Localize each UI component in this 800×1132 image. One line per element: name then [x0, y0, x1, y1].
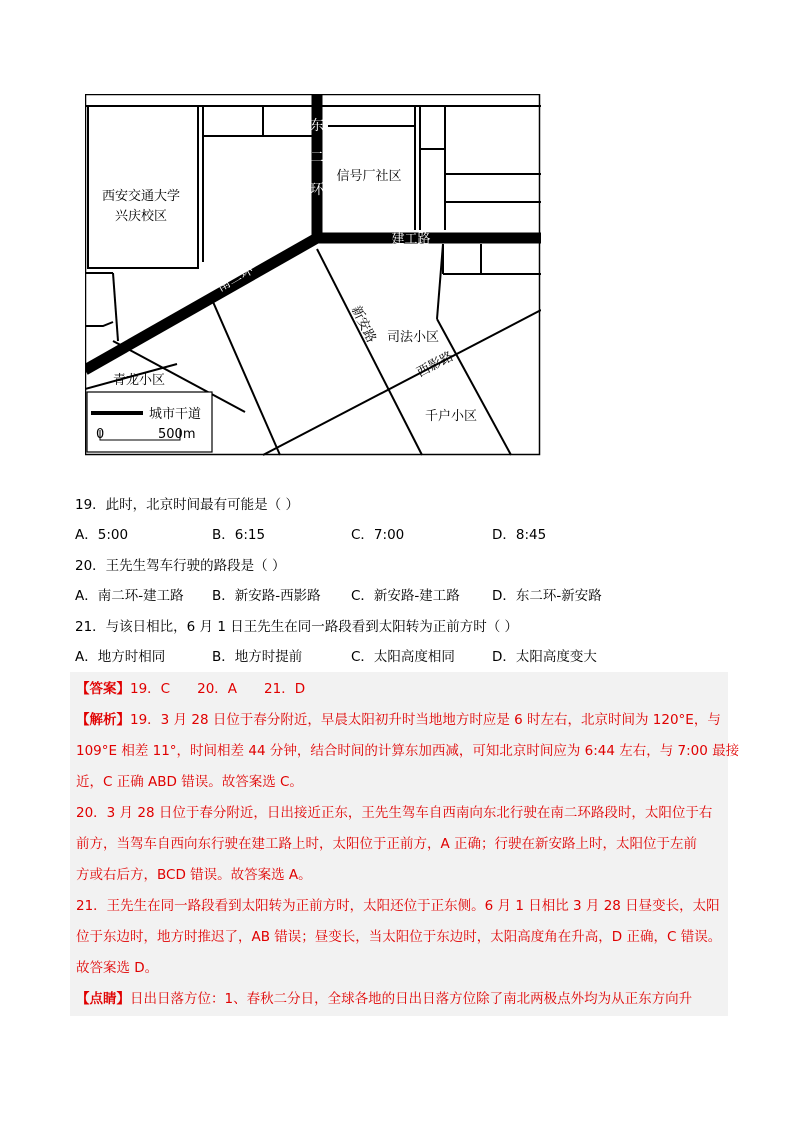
answer-line — [76, 677, 305, 697]
scale-zero: 0 — [96, 427, 105, 442]
answer-analysis-block — [70, 672, 740, 1016]
analysis-line-9: 故答案选 D。 — [76, 960, 159, 976]
q20-option-b: B．新安路-西影路 — [212, 588, 321, 604]
comment-tag: 【点睛】 — [76, 991, 130, 1007]
jiangong-road-label: 建工路 — [391, 232, 431, 247]
q21-option-d: D．太阳高度变大 — [492, 649, 597, 665]
question-20: 20．王先生驾车行驶的路段是（ ） — [75, 558, 286, 574]
analysis-line-1 — [76, 708, 721, 728]
analysis-line-4: 20．3 月 28 日位于春分附近，日出接近正东，王先生驾车自西南向东北行驶在南二环路段时，太阳位于右 — [76, 805, 713, 821]
q20-option-a: A．南二环-建工路 — [75, 588, 184, 604]
legend-box — [87, 392, 212, 452]
sifa-label: 司法小区 — [386, 330, 440, 345]
nan-er-huan-label: 南二环 — [214, 262, 256, 296]
analysis-line-3: 近，C 正确 ABD 错误。故答案选 C。 — [76, 774, 303, 790]
analysis-line-5: 前方，当驾车自西向东行驶在建工路上时，太阳位于正前方，A 正确；行驶在新安路上时，太阳位于左前 — [76, 836, 698, 852]
qinglong-label: 青龙小区 — [112, 373, 166, 388]
street-map-svg — [85, 94, 541, 456]
q21-option-c: C．太阳高度相同 — [351, 649, 455, 665]
dong-er-huan-char-3: 环 — [310, 182, 324, 198]
q20-option-c: C．新安路-建工路 — [351, 588, 460, 604]
xinan-road-label: 新安路 — [347, 303, 379, 346]
answer-tag: 【答案】 — [76, 681, 130, 697]
xjtu-label-line1: 西安交通大学 — [101, 189, 181, 204]
analysis-tag: 【解析】 — [76, 712, 130, 728]
question-20-options — [75, 584, 715, 604]
xiying-road-label: 西影路 — [414, 349, 457, 381]
question-21: 21．与该日相比，6 月 1 日王先生在同一路段看到太阳转为正前方时（ ） — [75, 619, 519, 635]
q21-option-a: A．地方时相同 — [75, 649, 166, 665]
legend-road-label: 城市干道 — [149, 407, 202, 422]
dong-er-huan-char-1: 东 — [310, 118, 324, 134]
qianhu-label: 千户小区 — [424, 409, 478, 424]
question-21-options — [75, 645, 715, 665]
q21-option-b: B．地方时提前 — [212, 649, 303, 665]
scale-distance: 500m — [158, 427, 196, 442]
analysis-line-2: 109°E 相差 11°，时间相差 44 分钟，结合时间的计算东加西减，可知北京时间应为 6:44 左右，与 7:00 最接 — [76, 743, 740, 759]
question-19-options — [75, 523, 715, 543]
q20-option-d: D．东二环-新安路 — [492, 588, 602, 604]
analysis-line-6: 方或右后方，BCD 错误。故答案选 A。 — [76, 867, 312, 883]
q19-option-c: C．7:00 — [351, 527, 405, 543]
q19-option-a: A．5:00 — [75, 527, 129, 543]
comment-text: 日出日落方位：1、春秋二分日，全球各地的日出日落方位除了南北两极点外均为从正东方向升 — [130, 991, 693, 1007]
question-19: 19．此时，北京时间最有可能是（ ） — [75, 497, 299, 513]
comment-line — [76, 987, 692, 1007]
xinhao-label: 信号厂社区 — [336, 169, 402, 184]
analysis-line-7: 21．王先生在同一路段看到太阳转为正前方时，太阳还位于正东侧。6 月 1 日相比 3 月 28 日昼变长，太阳 — [76, 898, 720, 914]
xjtu-label-line2: 兴庆校区 — [114, 209, 168, 224]
street-map — [85, 94, 541, 456]
analysis-line-8: 位于东边时，地方时推迟了，AB 错误；昼变长，当太阳位于东边时，太阳高度角在升高，D 正确，C 错误。 — [76, 929, 722, 945]
dong-er-huan-char-2: 二 — [310, 150, 324, 166]
answer-text: 19．C 20．A 21．D — [130, 681, 306, 697]
map-legend — [87, 392, 212, 452]
q19-option-b: B．6:15 — [212, 527, 266, 543]
analysis-text-1: 19．3 月 28 日位于春分附近，早晨太阳初升时当地地方时应是 6 时左右，北京时间为 120°E，与 — [130, 712, 721, 728]
q19-option-d: D．8:45 — [492, 527, 547, 543]
